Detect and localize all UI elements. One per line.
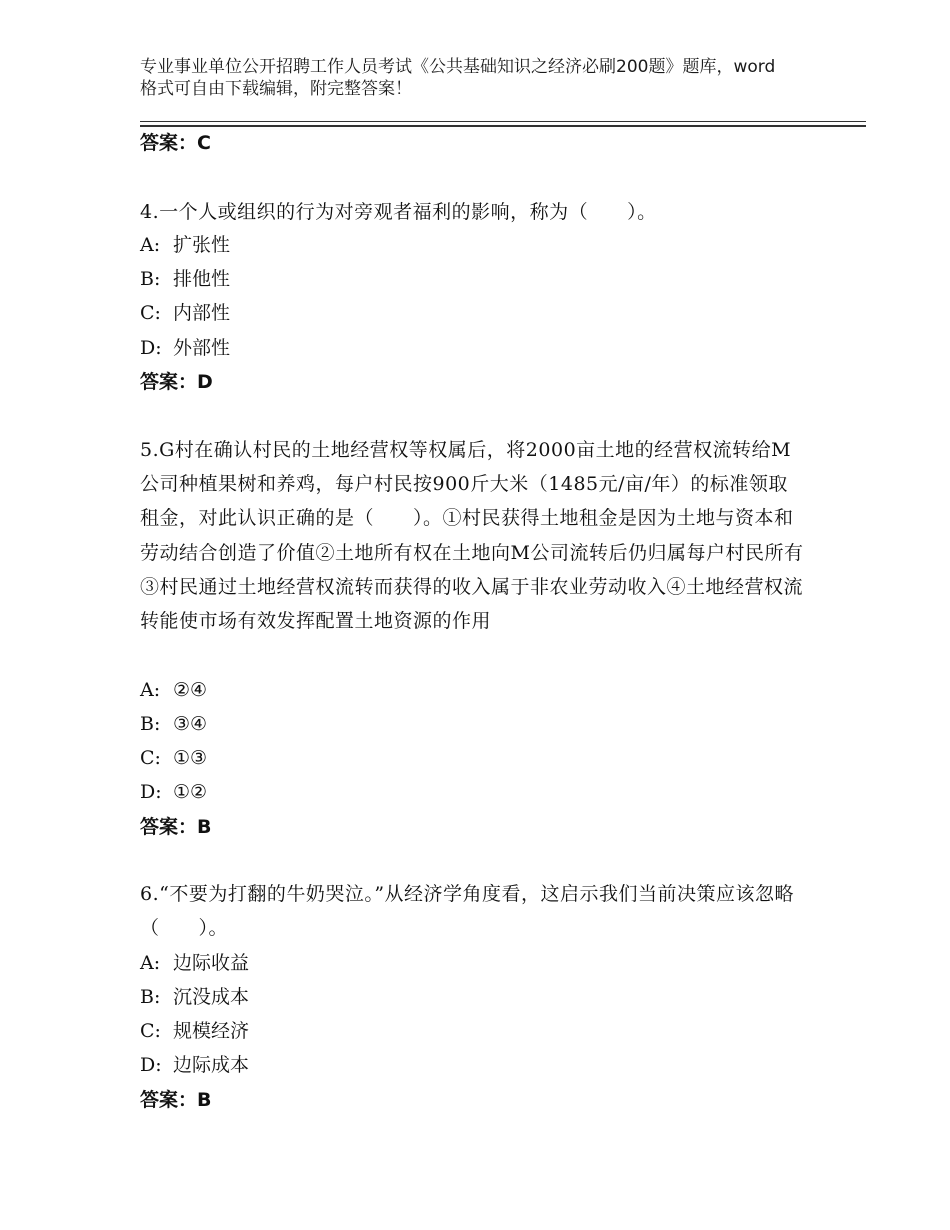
option-text: ②④ [173,679,208,701]
option-text: ①③ [173,747,208,769]
question-6-option-b [140,984,249,1010]
question-5-option-c [140,745,207,771]
question-4-stem: 4.一个人或组织的行为对旁观者福利的影响，称为（ ）。 [140,201,657,223]
option-letter: C: [140,747,161,769]
option-text: 排他性 [173,268,231,290]
question-5-option-b [140,711,207,737]
question-4-answer: 答案：D [140,371,213,393]
option-letter: A: [140,679,161,701]
question-5-option-d [140,779,207,805]
option-letter: B: [140,268,161,290]
question-6-option-a [140,950,249,976]
option-letter: C: [140,302,161,324]
option-text: 扩张性 [173,234,231,256]
option-text: 沉没成本 [173,986,250,1008]
option-letter: D: [140,1054,162,1076]
question-4-option-d [140,335,230,361]
option-text: 边际成本 [173,1054,250,1076]
option-text: ①② [173,781,208,803]
option-letter: D: [140,781,162,803]
option-letter: A: [140,234,161,256]
option-letter: B: [140,986,161,1008]
question-5-option-a [140,677,207,703]
question-4-option-b [140,266,230,292]
previous-answer: 答案：C [140,132,211,154]
option-text: 边际收益 [173,952,250,974]
question-6-option-d [140,1052,249,1078]
question-4-option-c [140,300,230,326]
question-6-answer: 答案：B [140,1089,212,1111]
question-6-stem: 6.“不要为打翻的牛奶哭泣。”从经济学角度看，这启示我们当前决策应该忽略（ ）。 [140,883,795,940]
question-5-answer: 答案：B [140,816,212,838]
option-text: 内部性 [173,302,231,324]
header-divider-thin [140,121,866,122]
option-text: ③④ [173,713,208,735]
document-header: 专业事业单位公开招聘工作人员考试《公共基础知识之经济必刷200题》题库，word格式可自由下载编辑，附完整答案！ [140,57,776,99]
question-6-option-c [140,1018,249,1044]
question-4-option-a [140,232,230,258]
option-letter: B: [140,713,161,735]
option-text: 外部性 [173,337,231,359]
option-text: 规模经济 [173,1020,250,1042]
header-divider-thick [140,125,866,127]
option-letter: A: [140,952,161,974]
option-letter: C: [140,1020,161,1042]
option-letter: D: [140,337,162,359]
question-5-stem: 5.G村在确认村民的土地经营权等权属后，将2000亩土地的经营权流转给M公司种植果树和养鸡，每户村民按900斤大米（1485元/亩/年）的标准领取租金，对此认识正确的是（ ）。①村民获得土地租金是因为土地与资本和劳动结合创造了价值②土地所有权在土地向M公司流转后仍归属每户村民所有③村民通过土地经营权流转而获得的收入属于非农业劳动收入④土地经营权流转能使市场有效发挥配置土地资源的作用 [140,439,804,633]
